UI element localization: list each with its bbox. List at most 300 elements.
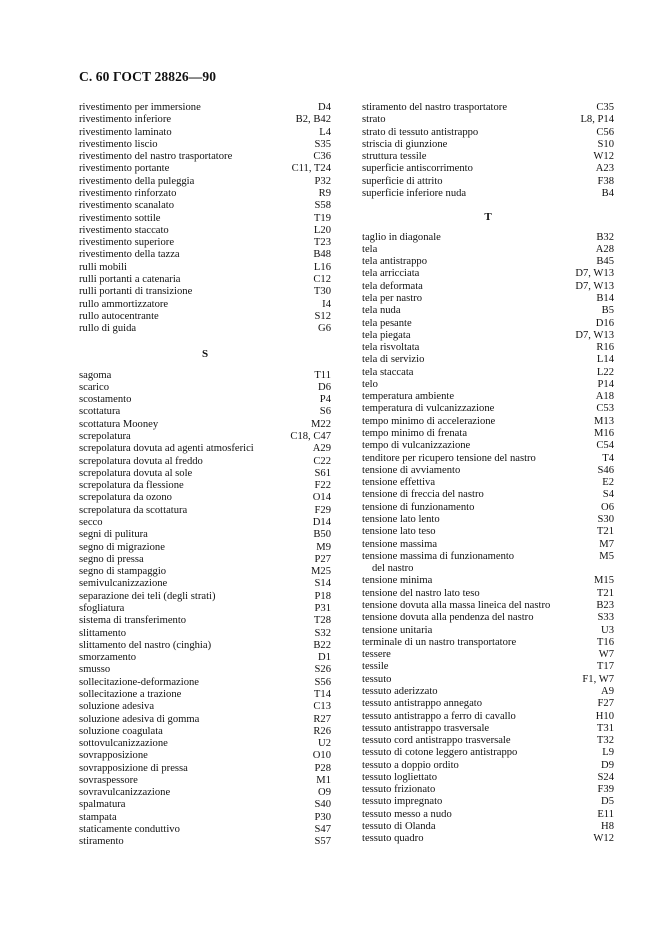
index-term-text: tensione dovuta alla pendenza del nastro (362, 612, 534, 624)
index-term (362, 637, 593, 649)
index-term-text: superficie di attrito (362, 175, 443, 187)
index-code: C18, C47 (290, 431, 331, 443)
index-term-text: tela nuda (362, 305, 401, 317)
index-code: P28 (314, 762, 331, 774)
index-term-text: tessuto messo a nudo (362, 808, 452, 820)
index-term (79, 603, 311, 615)
index-code: U3 (601, 624, 614, 636)
index-term-text: rivestimento portante (79, 163, 170, 175)
index-entry (79, 726, 331, 738)
index-entry (79, 554, 331, 566)
index-entry (362, 268, 614, 280)
index-entry (362, 305, 614, 317)
index-code: M5 (599, 550, 614, 562)
index-entry (362, 784, 614, 796)
index-entry (362, 612, 614, 624)
index-entry (362, 625, 614, 637)
index-term-text: tessuto aderizzato (362, 685, 438, 697)
index-term (362, 686, 597, 698)
index-code: A23 (595, 163, 614, 175)
index-term-text: stiramento (79, 836, 124, 848)
index-entry (362, 539, 614, 551)
index-code: I4 (322, 298, 331, 310)
index-term-text: tessuto logliettato (362, 771, 438, 783)
index-code: S40 (314, 799, 331, 811)
index-entry (362, 342, 614, 354)
index-term (79, 480, 311, 492)
index-term (362, 698, 594, 710)
index-term-text: tela arricciata (362, 268, 420, 280)
index-code: B23 (596, 599, 614, 611)
index-term-text: rullo di guida (79, 323, 137, 335)
index-term (362, 367, 593, 379)
index-term-text: superficie antiscorrimento (362, 163, 473, 175)
index-code: D9 (601, 759, 614, 771)
index-term (79, 812, 311, 824)
index-entry (362, 575, 614, 587)
index-code: R26 (313, 725, 331, 737)
index-entry (362, 256, 614, 268)
index-term (79, 237, 310, 249)
index-code: D1 (318, 652, 331, 664)
index-code: C13 (313, 701, 331, 713)
index-code: D6 (318, 381, 331, 393)
index-term-text: telo (362, 378, 378, 390)
index-term-text: rulli mobili (79, 261, 127, 273)
index-term (79, 640, 309, 652)
index-code: P27 (314, 553, 331, 565)
index-term (362, 293, 592, 305)
index-entry (362, 686, 614, 698)
index-term-text: sovrapposizione (79, 750, 148, 762)
index-term-text: screpolatura (79, 431, 131, 443)
index-code: L8, P14 (580, 114, 614, 126)
entry-group-t (362, 232, 614, 846)
index-term-text: strato (362, 114, 386, 126)
index-term (79, 188, 315, 200)
index-code: S61 (314, 467, 331, 479)
index-term (362, 244, 592, 256)
index-entry (79, 517, 331, 529)
index-term-text: temperatura di vulcanizzazione (362, 403, 495, 415)
index-term-text: slittamento del nastro (cinghia) (79, 639, 212, 651)
index-entry (362, 747, 614, 759)
index-term-text: sovraspessore (79, 774, 138, 786)
index-code: T21 (596, 526, 614, 538)
index-term-text: sottovulcanizzazione (79, 738, 168, 750)
index-code: G6 (318, 323, 331, 335)
index-code: L22 (596, 366, 614, 378)
index-term (362, 176, 594, 188)
index-term-text: tensione massima di funzionamento (362, 550, 515, 562)
index-code: C53 (596, 403, 614, 415)
index-term (362, 127, 592, 139)
index-code: C56 (596, 126, 614, 138)
index-term-text: screpolatura dovuta ad agenti atmosferici (79, 443, 254, 455)
index-code: C36 (313, 151, 331, 163)
index-term (362, 747, 598, 759)
index-code: D7, W13 (575, 329, 614, 341)
index-term (79, 726, 309, 738)
index-code: W12 (593, 833, 614, 845)
index-term-text: segno di stampaggio (79, 566, 167, 578)
index-term-text: tela piegata (362, 329, 411, 341)
index-entry (362, 674, 614, 686)
index-term-text: screpolatura da ozono (79, 492, 172, 504)
index-entry (79, 382, 331, 394)
index-entry (79, 163, 331, 175)
index-code: S56 (314, 676, 331, 688)
index-code: B50 (313, 529, 331, 541)
index-term (79, 591, 311, 603)
index-code: L4 (319, 126, 331, 138)
index-term (79, 505, 311, 517)
index-code: P4 (319, 394, 331, 406)
index-term-text: tensione unitaria (362, 624, 433, 636)
index-term-text: tela di servizio (362, 354, 425, 366)
index-entry (79, 406, 331, 418)
index-code: C54 (596, 440, 614, 452)
index-term-text: tensione di funzionamento (362, 501, 475, 513)
letter-heading-s: S (201, 348, 209, 361)
index-term (79, 517, 309, 529)
index-term-text: tessuto cord antistrappo trasversale (362, 735, 511, 747)
index-entry (79, 615, 331, 627)
index-term-text: tempo minimo di frenata (362, 428, 468, 440)
index-entry (79, 370, 331, 382)
index-term (362, 833, 589, 845)
index-entry (362, 723, 614, 735)
index-code: P32 (314, 175, 331, 187)
index-term (362, 612, 594, 624)
index-entry (79, 787, 331, 799)
index-code: C22 (313, 455, 331, 467)
index-term-text: tessuto frizionato (362, 784, 436, 796)
index-term (362, 391, 592, 403)
index-entry (79, 812, 331, 824)
index-code: L14 (596, 354, 614, 366)
index-code: R9 (318, 187, 331, 199)
index-term (79, 824, 311, 836)
index-term (362, 163, 592, 175)
index-code: M25 (310, 566, 331, 578)
index-term-text: tensione effettiva (362, 477, 436, 489)
index-entry (79, 151, 331, 163)
index-code: F29 (314, 504, 331, 516)
index-term (79, 114, 292, 126)
index-code: R16 (596, 342, 614, 354)
index-term (362, 661, 593, 673)
index-entry (362, 151, 614, 163)
index-code: W12 (593, 151, 614, 163)
index-entry (362, 453, 614, 465)
index-term-text: separazione dei teli (degli strati) (79, 590, 216, 602)
index-code: P31 (314, 602, 331, 614)
index-term (362, 796, 597, 808)
index-column-right (362, 102, 614, 846)
index-term (79, 176, 311, 188)
index-term-text: rivestimento della puleggia (79, 175, 195, 187)
index-code: A18 (595, 391, 614, 403)
index-term (362, 416, 590, 428)
index-code: F22 (314, 480, 331, 492)
index-term-text: scottatura Mooney (79, 418, 159, 430)
index-term-text: superficie inferiore nuda (362, 187, 467, 199)
index-term (362, 268, 571, 280)
index-code: S46 (597, 464, 614, 476)
index-term (362, 625, 597, 637)
index-code: T21 (596, 587, 614, 599)
index-entry (79, 652, 331, 664)
index-code: C35 (596, 102, 614, 113)
index-entry (79, 578, 331, 590)
index-term-text: tela antistrappo (362, 256, 428, 268)
index-term (362, 342, 592, 354)
index-term-text: rivestimento rinforzato (79, 187, 177, 199)
index-term (362, 139, 594, 151)
index-code: S35 (314, 138, 331, 150)
index-term-text: tela staccata (362, 366, 414, 378)
index-code: M13 (593, 415, 614, 427)
index-code: S10 (597, 138, 614, 150)
index-term-text: secco (79, 517, 103, 528)
index-term-text: tela per nastro (362, 292, 423, 304)
index-term-text: staticamente conduttivo (79, 824, 180, 836)
index-code: E2 (602, 477, 614, 489)
index-entry (79, 188, 331, 200)
index-entry (79, 225, 331, 237)
index-code: O10 (312, 750, 331, 762)
index-term (79, 311, 311, 323)
index-term (362, 600, 592, 612)
index-term (362, 477, 598, 489)
index-term (79, 127, 315, 139)
index-code: P18 (314, 590, 331, 602)
index-code: U2 (318, 738, 331, 750)
index-entry (79, 799, 331, 811)
index-term (79, 738, 314, 750)
index-entry (79, 591, 331, 603)
index-term (362, 514, 594, 526)
index-term (362, 256, 592, 268)
index-term-text: tessuto a doppio ordito (362, 759, 459, 771)
index-term (362, 526, 593, 538)
index-term (362, 760, 597, 772)
index-term (79, 542, 312, 554)
index-entry (362, 139, 614, 151)
index-code: S30 (597, 514, 614, 525)
index-term-text: rullo ammortizzatore (79, 298, 169, 310)
index-entry (79, 492, 331, 504)
index-term (79, 262, 310, 274)
index-term-text: tensione minima (362, 575, 433, 587)
index-entry (362, 188, 614, 200)
index-entry (362, 428, 614, 440)
index-term (362, 809, 593, 821)
index-term-text: rivestimento sottile (79, 212, 161, 224)
index-term-text: tensione lato teso (362, 526, 436, 538)
index-code: M7 (599, 538, 614, 550)
index-term (362, 440, 592, 452)
index-term-text: tessuto antistrappo annegato (362, 698, 483, 710)
index-entry (79, 274, 331, 286)
index-entry (79, 566, 331, 578)
index-term-text: struttura tessile (362, 151, 427, 163)
index-entry (362, 465, 614, 477)
index-term (362, 489, 599, 501)
index-entry (79, 286, 331, 298)
index-entry (362, 244, 614, 256)
index-entry (79, 468, 331, 480)
index-term (79, 225, 310, 237)
index-term (362, 232, 592, 244)
index-entry (362, 526, 614, 538)
index-code: O6 (601, 501, 614, 513)
index-term-text: spalmatura (79, 799, 126, 811)
index-entry (362, 551, 614, 576)
index-code: S32 (314, 627, 331, 639)
index-term-text: scarico (79, 381, 109, 393)
index-term-text: stampata (79, 811, 117, 823)
index-entry (362, 391, 614, 403)
index-column-left (79, 102, 331, 849)
index-code: B5 (601, 305, 614, 317)
index-code: T17 (596, 661, 614, 673)
index-code: P14 (597, 378, 614, 390)
index-term (79, 787, 314, 799)
index-term (362, 784, 594, 796)
index-term-text: terminale di un nastro transportatore (362, 636, 517, 648)
index-term-text: segni di pulitura (79, 529, 148, 541)
index-entry (79, 176, 331, 188)
index-code: F1, W7 (582, 673, 614, 685)
index-code: S14 (314, 578, 331, 590)
index-code: O9 (318, 787, 331, 799)
index-code: S33 (597, 612, 614, 624)
index-code: L20 (313, 224, 331, 236)
index-code: O14 (312, 492, 331, 504)
index-term (362, 711, 592, 723)
index-code: T28 (313, 615, 331, 627)
entry-group-s (79, 370, 331, 849)
index-term-text: tensione dovuta alla massa lineica del nastro (362, 599, 551, 611)
index-term (79, 628, 311, 640)
index-term (362, 649, 595, 661)
index-code: E11 (597, 808, 614, 820)
index-term-text: tessuto quadro (362, 833, 424, 845)
index-entry (362, 821, 614, 833)
index-entry (79, 505, 331, 517)
index-entry (79, 200, 331, 212)
index-term (79, 677, 311, 689)
index-term-text: semivulcanizzazione (79, 578, 168, 590)
index-entry (362, 796, 614, 808)
index-entry (79, 628, 331, 640)
index-entry (79, 443, 331, 455)
index-term-text: tela deformata (362, 280, 423, 292)
index-term-text: tensione lato lento (362, 514, 440, 525)
index-term-text: tenditore per ricupero tensione del nastro (362, 452, 536, 464)
index-term-text: tessuto di cotone leggero antistrappo (362, 747, 518, 759)
index-entry (362, 711, 614, 723)
index-term (79, 163, 288, 175)
index-term (362, 588, 593, 600)
index-code: B48 (313, 249, 331, 261)
index-entry (79, 542, 331, 554)
index-entry (362, 649, 614, 661)
index-entry (79, 836, 331, 848)
index-term (362, 465, 594, 477)
index-term (79, 578, 311, 590)
index-code: T19 (313, 212, 331, 224)
index-code: A28 (595, 243, 614, 255)
index-code: D7, W13 (575, 268, 614, 280)
index-entry (362, 354, 614, 366)
index-entry (79, 431, 331, 443)
index-term-text: sollecitazione-deformazione (79, 676, 200, 688)
index-code: S6 (319, 406, 331, 418)
index-term-text: tessile (362, 661, 389, 673)
index-code: S47 (314, 824, 331, 836)
index-term (362, 772, 594, 784)
index-code: D7, W13 (575, 280, 614, 292)
index-code: S26 (314, 664, 331, 676)
index-term-text: rivestimento staccato (79, 224, 169, 236)
index-term-text: soluzione adesiva di gomma (79, 713, 200, 725)
index-entry (79, 738, 331, 750)
index-term-text: strato di tessuto antistrappo (362, 126, 479, 138)
index-term (79, 664, 311, 676)
index-term-text: tessuto di Olanda (362, 821, 436, 833)
index-term-text: tempo minimo di accelerazione (362, 415, 496, 427)
index-term-text: rivestimento laminato (79, 126, 172, 138)
index-term-text: rivestimento superiore (79, 237, 175, 249)
index-term-text: tessere (362, 649, 391, 661)
index-code: D4 (318, 102, 331, 113)
index-term (362, 102, 592, 114)
index-code: H8 (601, 821, 614, 833)
index-term-text: sovravulcanizzazione (79, 787, 171, 799)
entry-group-r (79, 102, 331, 335)
index-code: B4 (601, 187, 614, 199)
index-entry (79, 677, 331, 689)
index-term (79, 750, 309, 762)
index-term (79, 213, 310, 225)
index-code: T31 (596, 722, 614, 734)
index-term (79, 382, 314, 394)
index-term-text: sagoma (79, 369, 112, 381)
index-term-text: scottatura (79, 406, 121, 418)
index-code: C12 (313, 273, 331, 285)
index-term (362, 330, 571, 342)
index-code: R27 (313, 713, 331, 725)
index-term (79, 529, 309, 541)
index-code: D14 (312, 517, 331, 528)
index-entry (362, 514, 614, 526)
index-term-text: taglio in diagonale (362, 231, 441, 243)
index-entry (79, 603, 331, 615)
index-entry (79, 139, 331, 151)
index-term (79, 566, 307, 578)
index-entry (362, 232, 614, 244)
index-entry (362, 661, 614, 673)
index-entry (79, 714, 331, 726)
index-entry (362, 403, 614, 415)
index-entry (362, 330, 614, 342)
index-code: B32 (596, 231, 614, 243)
index-term-text: rivestimento liscio (79, 138, 158, 150)
index-term-text: tela (362, 243, 378, 255)
